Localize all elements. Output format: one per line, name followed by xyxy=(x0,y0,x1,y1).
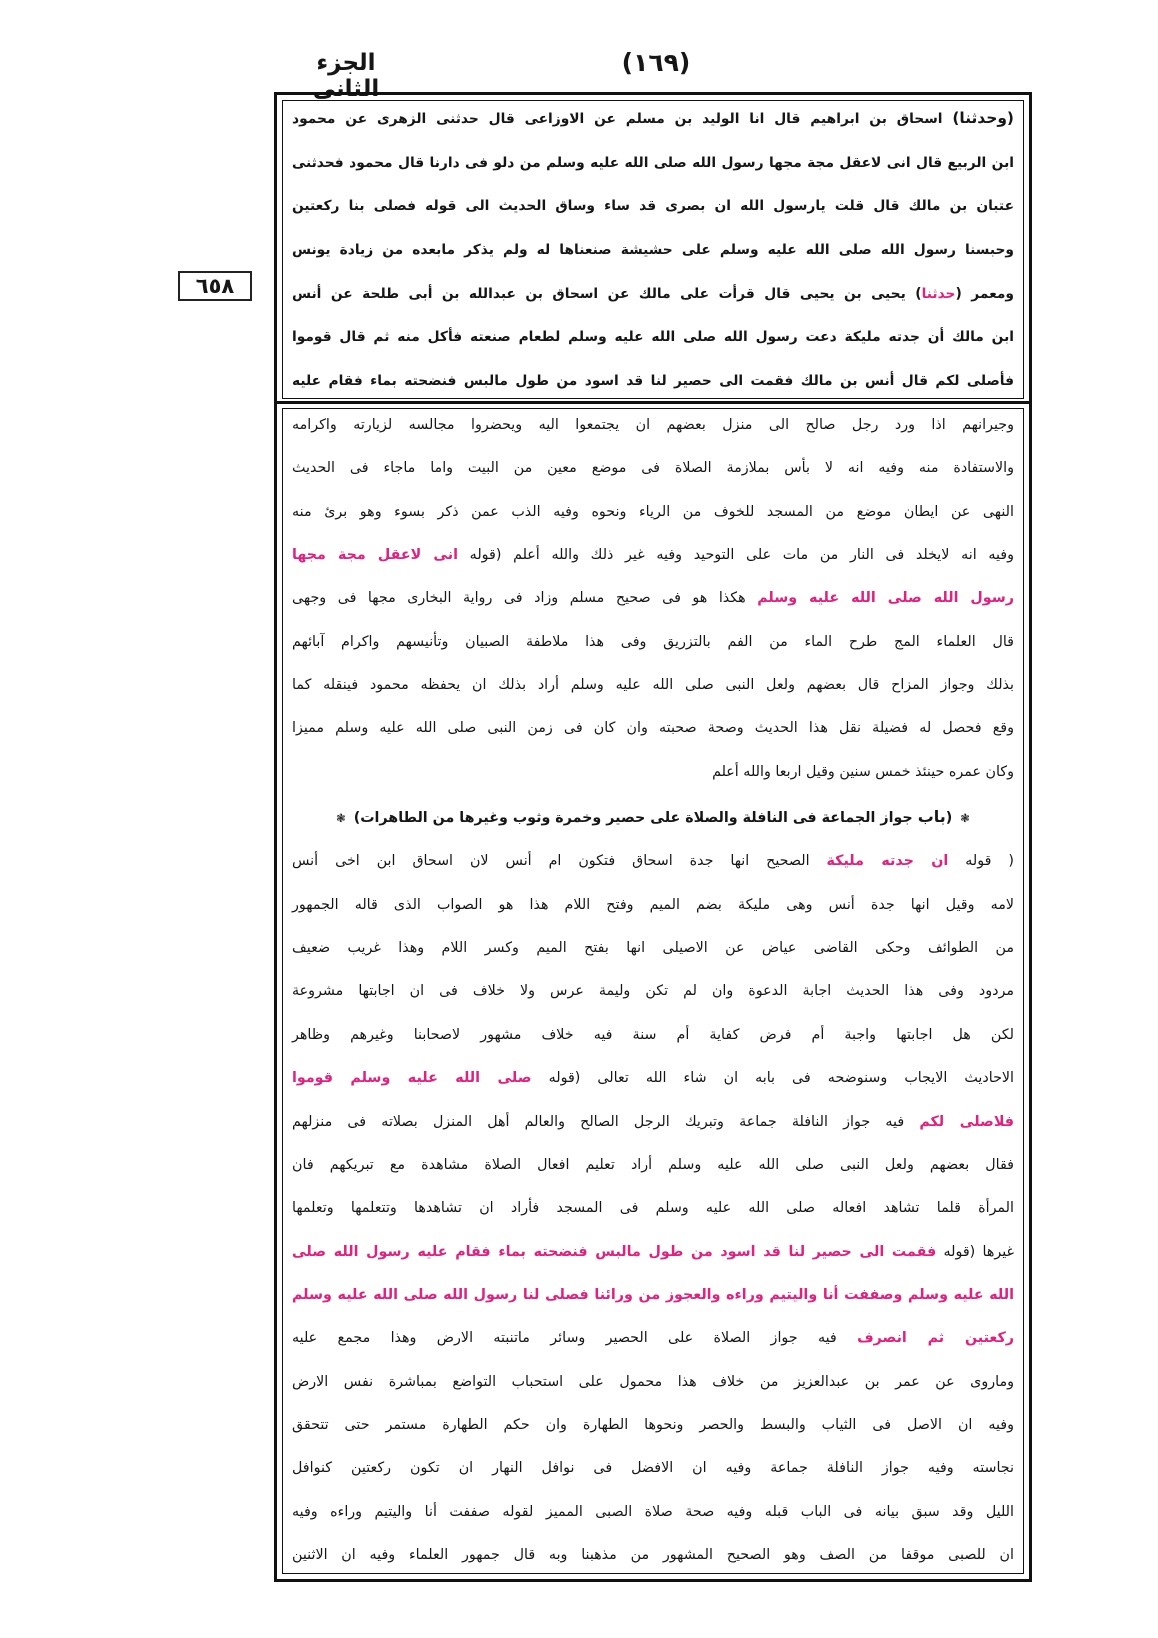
volume-label: الجزء الثانى xyxy=(312,50,380,102)
text-line xyxy=(292,1114,1014,1132)
text-segment: قال العلماء المج طرح الماء من الفم بالتزريق وفى هذا ملاطفة الصبيان وتأنيسهم واكرام آبائهم xyxy=(292,633,1014,650)
text-segment: ابن مالك أن جدته مليكة دعت رسول الله صلى الله عليه وسلم لطعام صنعته فأكل منه ثم قال قوموا xyxy=(292,329,1014,346)
chapter-heading xyxy=(292,807,1014,828)
text-line-content xyxy=(292,1200,1014,1216)
text-line-content xyxy=(292,940,1014,956)
page-number: (١٦٩) xyxy=(621,48,691,77)
highlighted-quote-segment: ان جدته مليكة xyxy=(826,853,949,870)
text-segment: وماروى عن عمر بن عبدالعزيز من خلاف هذا محمول على استحباب التواضع بمباشرة نفس الارض xyxy=(292,1373,1014,1390)
text-segment: المرأة قلما تشاهد افعاله صلى الله عليه وسلم فى المسجد فأراد ان تشاهدها وتتعلمها وتعلمها xyxy=(292,1200,1014,1217)
text-line-content xyxy=(292,111,1014,127)
text-line xyxy=(292,677,1014,695)
margin-hadith-number: ٦٥٨ xyxy=(195,274,235,298)
text-segment: فأصلى لكم قال أنس بن مالك فقمت الى حصير لنا قد اسود من طول مالبس فنضحته بماء فقام عليه xyxy=(292,372,1014,389)
text-segment: من الطوائف وحكى القاضى عياض عن الاصيلى انها بفتح الميم وكسر اللام وهذا غريب ضعيف xyxy=(292,940,1014,957)
text-segment: جواز الجماعة فى النافلة والصلاة على حصير وخمرة وثوب وغيرها من الطاهرات) xyxy=(353,810,918,827)
text-line xyxy=(292,1547,1014,1565)
text-segment: ( قوله xyxy=(948,853,1014,870)
text-line xyxy=(292,547,1014,565)
text-line-content xyxy=(292,417,1014,433)
text-line-content xyxy=(292,853,1014,869)
text-line xyxy=(292,1330,1014,1348)
text-line-content xyxy=(292,504,1014,520)
text-line xyxy=(292,329,1014,346)
text-line-content xyxy=(292,1330,1014,1346)
text-line xyxy=(292,155,1014,172)
text-line-content xyxy=(292,155,1014,171)
text-line-content xyxy=(292,897,1014,913)
text-segment: عتبان بن مالك قال قلت يارسول الله ان بصرى قد ساء وساق الحديث الى قوله فصلى بنا ركعتين xyxy=(292,198,1014,215)
text-line xyxy=(292,504,1014,522)
text-line-content xyxy=(292,547,1014,563)
text-segment: الليل وقد سبق بيانه فى الباب قبله وفيه صحة صلاة الصبى المميز لقوله صففت أنا واليتيم وراءه وفيه xyxy=(292,1503,1014,1520)
text-segment: وفيه انه لايخلد فى النار من مات على التوحيد وفيه غير ذلك والله أعلم (قوله xyxy=(458,547,1014,564)
text-line-content xyxy=(292,1287,1014,1303)
text-segment: مردود وفى هذا الحديث اجابة الدعوة وان لم تكن وليمة عرس ولا خلاف فى ان اجابتها مشروعة xyxy=(292,983,1014,1000)
highlighted-quote-segment: انى لاعقل مجة مجها xyxy=(292,547,458,564)
text-line xyxy=(292,286,1014,303)
text-segment: لامه وقيل انها جدة أنس وهى مليكة بضم الميم وفتح اللام هذا هو الصواب الذى قاله الجمهور xyxy=(292,896,1014,913)
text-line xyxy=(292,940,1014,958)
text-line-content xyxy=(328,807,978,827)
text-segment: وكان عمره حينئذ خمس سنين وقيل اربعا والله أعلم xyxy=(712,763,1014,780)
text-line xyxy=(292,1374,1014,1392)
text-line xyxy=(292,109,1014,128)
highlighted-quote-segment: صلى الله عليه وسلم قوموا xyxy=(292,1070,532,1087)
text-segment: لكن هل اجابتها واجبة أم فرض كفاية أم سنة فيه خلاف مشهور لاصحابنا وغيرهم وظاهر xyxy=(292,1026,1014,1043)
text-line-content xyxy=(292,1547,1014,1563)
highlighted-quote-segment: فقمت الى حصير لنا قد اسود من طول مالبس فنضحته بماء فقام عليه رسول الله صلى xyxy=(292,1243,937,1260)
text-line-content xyxy=(292,1027,1014,1043)
hadith-text-box xyxy=(282,100,1024,399)
text-line xyxy=(292,634,1014,652)
text-line-content xyxy=(292,1244,1014,1260)
page-frame xyxy=(274,92,1032,1582)
text-line-content xyxy=(292,1460,1014,1476)
text-segment: فيه جواز الصلاة على الحصير وسائر ماتنبته الارض وهذا مجمع عليه xyxy=(292,1330,858,1347)
text-line xyxy=(292,1027,1014,1045)
text-line-content xyxy=(292,983,1014,999)
text-line xyxy=(292,198,1014,215)
text-segment: ومعمر ( xyxy=(955,285,1014,302)
text-segment: هكذا هو فى صحيح مسلم وزاد فى رواية البخارى مجها فى وجهى xyxy=(292,590,758,607)
text-line xyxy=(292,373,1014,390)
text-segment: ( xyxy=(945,810,953,827)
text-segment: فقال بعضهم ولعل النبى صلى الله عليه وسلم أراد تعليم افعال الصلاة مشاهدة مع تبريكهم فان xyxy=(292,1156,1014,1173)
text-line xyxy=(292,764,1014,782)
bold-keyword-segment: باب xyxy=(917,807,946,827)
text-line-content xyxy=(292,1070,1014,1086)
text-line-content xyxy=(292,329,1014,345)
section-divider xyxy=(277,401,1029,404)
text-line-content xyxy=(292,242,1014,258)
hadith-text-lines xyxy=(292,109,1014,390)
text-segment: نجاسته وفيه جواز النافلة جماعة وفيه ان الافضل فى نوافل النهار ان تكون ركعتين كنوافل xyxy=(292,1460,1014,1477)
text-segment: وحبسنا رسول الله صلى الله عليه وسلم على حشيشة صنعناها له ولم يذكر مابعده من زيادة يونس xyxy=(292,241,1014,258)
text-line xyxy=(292,1504,1014,1522)
commentary-text-lines xyxy=(292,417,1014,1565)
highlighted-quote-segment: فلاصلى لكم xyxy=(919,1113,1014,1130)
text-line xyxy=(292,460,1014,478)
text-segment: اسحاق بن ابراهيم قال انا الوليد بن مسلم عن الاوزاعى قال حدثنى الزهرى عن محمود xyxy=(292,111,953,127)
highlighted-quote-segment: رسول الله صلى الله عليه وسلم xyxy=(757,590,1014,607)
text-line xyxy=(292,1070,1014,1088)
text-segment: وجيرانهم اذا ورد رجل صالح الى منزل بعضهم ان يجتمعوا اليه ويحضروا مجالسه لزيارته واكرامه xyxy=(292,417,1014,433)
text-line xyxy=(292,242,1014,259)
text-segment: ان للصبى موقفا من الصف وهو الصحيح المشهور من مذهبنا وبه قال جمهور العلماء وفيه ان الاثنين xyxy=(292,1546,1014,1563)
text-line-content xyxy=(292,373,1014,389)
text-segment: وفيه ان الاصل فى الثياب والبسط والحصر ونحوها الطهارة وان حكم الطهارة مستمر حتى تتحقق xyxy=(292,1416,1014,1433)
text-line xyxy=(292,1460,1014,1478)
highlighted-quote-segment: ركعتين ثم انصرف xyxy=(857,1330,1014,1347)
text-line xyxy=(292,417,1014,435)
text-line xyxy=(292,590,1014,608)
text-line-content xyxy=(292,677,1014,693)
text-segment: والاستفادة منه وفيه انه لا بأس بملازمة الصلاة فى موضع معين من البيت واما ماجاء فى الحديث xyxy=(292,460,1014,477)
text-line-content xyxy=(292,1374,1014,1390)
text-segment: الاحاديث الايجاب وسنوضحه فى بابه ان شاء الله تعالى (قوله xyxy=(531,1070,1014,1087)
text-line xyxy=(292,897,1014,915)
text-line xyxy=(292,853,1014,871)
text-line xyxy=(292,1287,1014,1305)
text-line-content xyxy=(292,590,1014,606)
text-line xyxy=(292,1157,1014,1175)
text-line-content xyxy=(292,286,1014,302)
text-segment: الصحيح انها جدة اسحاق فتكون ام أنس لان اسحاق ابن اخى أنس xyxy=(292,853,827,870)
text-segment: ) يحيى بن يحيى قال قرأت على مالك عن اسحاق بن عبدالله بن أبى طلحة عن أنس xyxy=(292,285,922,302)
highlighted-quote-segment: الله عليه وسلم وصففت أنا واليتيم وراءه والعجوز من ورائنا فصلى لنا رسول الله صلى الله عليه وسلم xyxy=(292,1286,1014,1303)
text-line-content xyxy=(292,198,1014,214)
text-line-content xyxy=(292,1114,1014,1130)
text-line xyxy=(292,983,1014,1001)
text-segment: فيه جواز النافلة جماعة وتبريك الرجل الصالح والعالم أهل المنزل بصلاته فى منزلهم xyxy=(292,1113,920,1130)
text-line-content xyxy=(292,1504,1014,1520)
text-line xyxy=(292,1417,1014,1435)
text-segment: بذلك وجواز المزاح قال بعضهم ولعل النبى صلى الله عليه وسلم أراد بذلك ان يحفظه محمود فينقله كما xyxy=(292,677,1014,694)
text-line-content xyxy=(292,1157,1014,1173)
flower-ornament-icon xyxy=(960,811,970,825)
text-line-content xyxy=(292,460,1014,476)
text-segment: وقع فحصل له فضيلة نقل هذا الحديث وصحة صحبته وان كان فى زمن النبى صلى الله عليه وسلم مميزا xyxy=(292,720,1014,737)
text-line-content xyxy=(712,764,1014,780)
text-segment: غيرها (قوله xyxy=(936,1243,1014,1260)
text-line xyxy=(292,720,1014,738)
flower-ornament-icon xyxy=(336,811,346,825)
commentary-box xyxy=(282,408,1024,1574)
text-segment: ابن الربيع قال انى لاعقل مجة مجها رسول الله صلى الله عليه وسلم من دلو فى دارنا قال محمود فحدثنى xyxy=(292,154,1014,171)
text-line xyxy=(292,1200,1014,1218)
highlighted-quote-segment: حدثنا xyxy=(921,285,956,302)
text-line-content xyxy=(292,1417,1014,1433)
margin-hadith-number-box xyxy=(178,271,252,301)
bold-keyword-segment: (وحدثنا) xyxy=(952,109,1014,127)
text-line-content xyxy=(292,720,1014,736)
text-line-content xyxy=(292,634,1014,650)
text-line xyxy=(292,1244,1014,1262)
text-segment: النهى عن ايطان موضع من المسجد للخوف من الرياء ونحوه وفيه الذب عمن ذكر بسوء وهو برئ منه xyxy=(292,503,1014,520)
